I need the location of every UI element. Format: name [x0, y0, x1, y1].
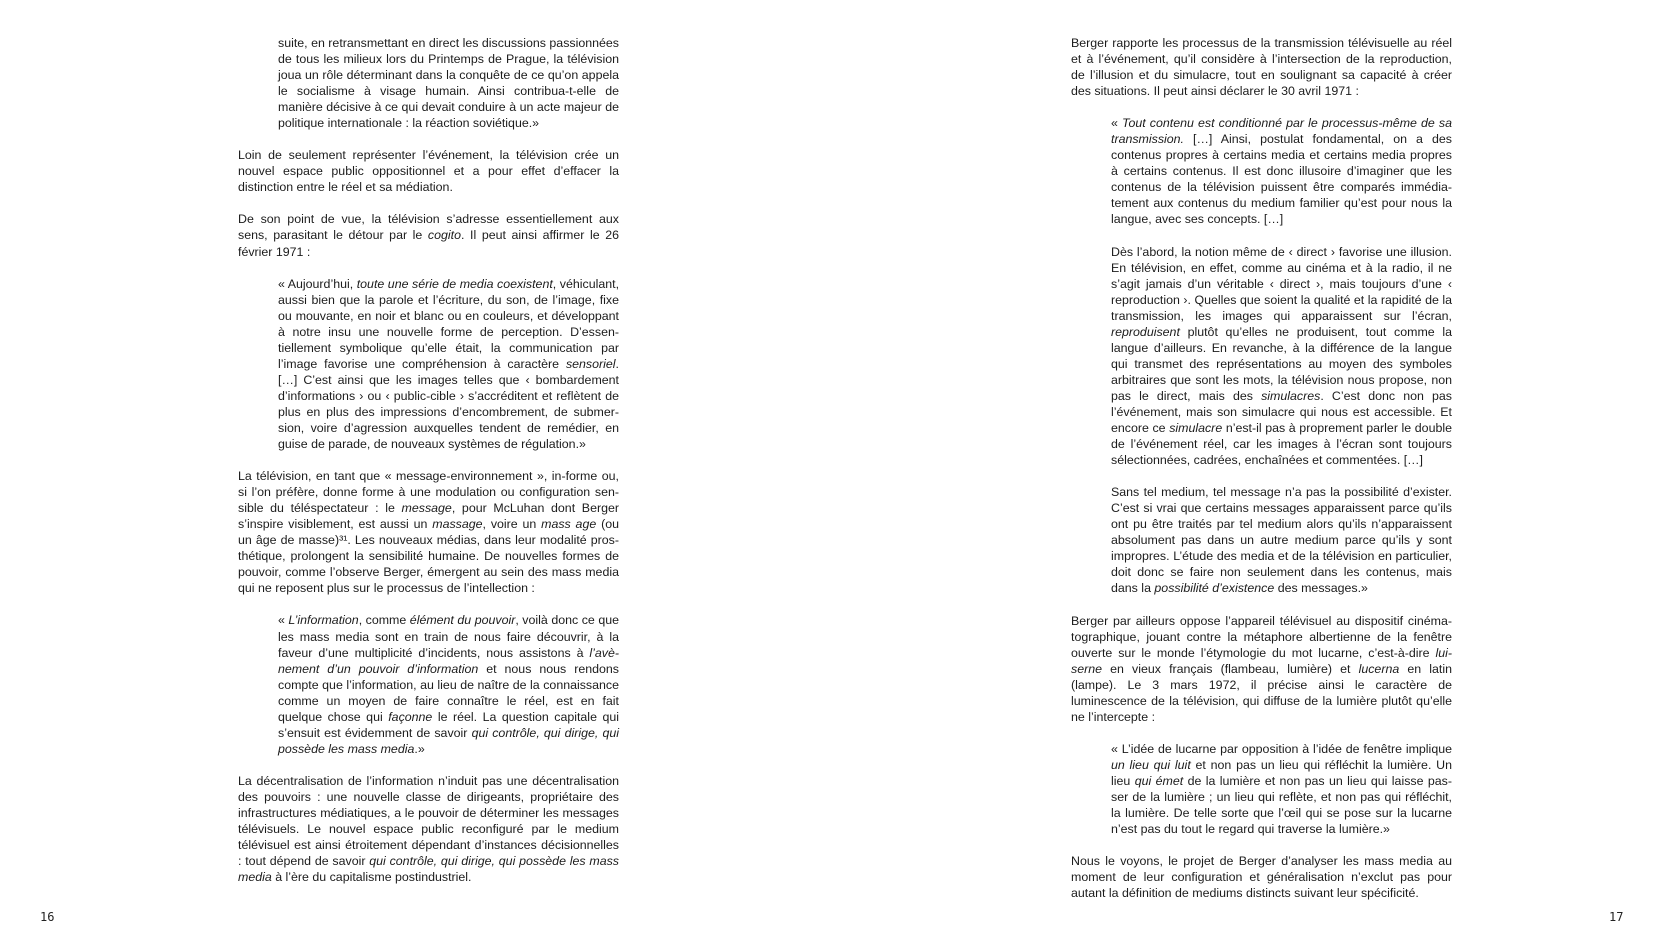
- text-run: «: [1111, 116, 1123, 131]
- text-run: «: [278, 613, 289, 628]
- text-run: De son point de vue, la télévision s’adresse essentiellement aux sens, parasitant le détour par le: [238, 212, 619, 243]
- text-run: . C’est donc non pas l’événement, mais son simulacre qui nous est accessible. Et encore ce: [1111, 388, 1452, 436]
- text-run: et non pas un lieu qui réfléchit la lumière. Un lieu: [1111, 757, 1452, 788]
- text-run: plutôt qu’elles ne produisent, tout comme la langue d’ailleurs. En revanche, à la différence de la langue qui transmet des représentations au moyen des symboles arbitraires que sont les mots, la télévision nous propose, non pas le direct, mais des: [1111, 324, 1452, 403]
- italic-run: luiserne: [1071, 645, 1452, 676]
- italic-run: massage: [432, 517, 483, 532]
- italic-run: Tout contenu est conditionné par le processus-même de sa transmission.: [1111, 116, 1452, 147]
- text-run: Dès l’abord, la notion même de ‹ direct › favorise une illusion. En télévision, en effet, comme au cinéma et à la radio, il ne s’agit jamais d’un véritable ‹ direct ›, mais toujours d’une ‹ reproduction ›. Quelles que soient la qualité et la rapidité de la transmission, les images qui apparaissent sur l’écran,: [1111, 244, 1452, 323]
- block-quote: [1111, 484, 1452, 596]
- block-quote: [1111, 244, 1452, 469]
- italic-run: l’avènement d’un pouvoir d’information: [278, 645, 619, 676]
- italic-run: cogito: [427, 228, 461, 243]
- italic-run: qui contrôle, qui dirige, qui possède les mass media: [278, 725, 619, 756]
- page-number-left: 16: [40, 910, 55, 924]
- text-run: La télévision, en tant que « message-environnement », in-forme ou, si l’on préfère, donne forme à une modulation ou configuration sensible du téléspectateur : le: [238, 469, 619, 516]
- text-run: , voilà donc ce que les mass media sont en train de nous faire découvrir, à la faveur d’une multiplicité d’incidents, nous assistons à: [278, 613, 619, 660]
- body-paragraph: [1071, 613, 1452, 725]
- italic-run: message: [401, 501, 452, 516]
- left-page-text: [238, 35, 619, 885]
- italic-run: simulacres: [1261, 388, 1321, 403]
- block-quote: [278, 276, 619, 453]
- italic-run: qui contrôle, qui dirige, qui possède les mass media: [238, 854, 619, 885]
- italic-run: toute une série de media coexistent: [356, 276, 553, 291]
- text-run: Berger rapporte les processus de la transmission télévisuelle au réel et à l’événement, qu’il considère à l’intersection de la reproduction, de l’illusion et du simulacre, tout en soulignant sa capacité à créer des situations. Il peut ainsi déclarer le 30 avril 1971 :: [1071, 36, 1452, 99]
- text-run: .»: [414, 741, 425, 756]
- text-run: […] Ainsi, postulat fondamental, on a des contenus propres à certains media et certains media propres à certains contenus. Il est donc illusoire d’imaginer que les contenus de la télévision puissent être comparés immédiatement aux contenus du medium familier qu’est pour nous la langue, avec ses concepts. […]: [1111, 132, 1452, 227]
- text-run: en latin (lampe). Le 3 mars 1972, il précise ainsi le caractère de luminescence de la télévision, qui diffuse de la lumière plutôt qu’elle ne l’intercepte :: [1071, 661, 1452, 724]
- text-run: à l’ère du capitalisme postindustriel.: [271, 870, 472, 885]
- text-run: , comme: [358, 613, 410, 628]
- text-run: n’est-il pas à proprement parler le double de l’événement réel, car les images à l’écran sont toujours sélectionnées, cadrées, enchaînées et commentées. […]: [1111, 421, 1453, 468]
- italic-run: simulacre: [1169, 421, 1223, 436]
- text-run: , pour McLuhan dont Berger s’inspire visiblement, est aussi un: [238, 501, 619, 532]
- block-quote: [278, 612, 619, 756]
- page-number-right: 17: [1609, 910, 1624, 924]
- block-quote: [278, 35, 619, 131]
- italic-run: mass age: [541, 517, 597, 532]
- right-page-text: [1071, 35, 1452, 901]
- text-run: Nous le voyons, le projet de Berger d’analyser les mass media au moment de leur configuration et généralisation n’exclut pas pour autant la définition de mediums distincts suivant leur spécificité.: [1071, 854, 1452, 901]
- text-run: Berger par ailleurs oppose l’appareil télévisuel au dispositif cinématographique, jouant contre la métaphore albertienne de la fenêtre ouverte sur le monde l’étymologie du mot lucarne, c’est-à-dire: [1071, 613, 1452, 660]
- italic-run: élément du pouvoir: [409, 613, 516, 628]
- body-paragraph: [1071, 35, 1452, 99]
- text-run: et nous nous rendons compte que l’information, au lieu de naître de la connaissance comme un moyen de faire connaître le réel, est en fait quelque chose qui: [278, 661, 619, 724]
- block-quote: [1111, 741, 1452, 837]
- italic-run: possibilité d’existence: [1154, 581, 1275, 596]
- italic-run: sensoriel: [565, 356, 616, 371]
- body-paragraph: [1071, 853, 1452, 901]
- text-run: , voire un: [482, 517, 542, 532]
- text-run: le réel. La question capitale qui s’ensuit est évidemment de savoir: [278, 709, 619, 740]
- text-run: . […] C’est ainsi que les images telles que ‹ bombardement d’informations › ou ‹ public-cible › s’accréditent et reflètent de plus en plus des impressions d’encombrement, de submersion, voire d’agression auxquelles tendent de remédier, en guise de parade, de nouveaux systèmes de régulation.»: [278, 356, 619, 452]
- text-run: des messages.»: [1274, 581, 1368, 596]
- italic-run: reproduisent: [1111, 324, 1180, 339]
- text-run: Sans tel medium, tel message n’a pas la possibilité d’exister. C’est si vrai que certains messages apparaissent parce qu’ils ont pu être traités par tel medium alors qu’ils n’apparaissent absolument pas dans un autre medium parce qu’ils y sont impropres. L’étude des media et de la télévision en particulier, doit donc se faire non seulement dans les contenus, mais dans la: [1111, 485, 1452, 596]
- text-run: . Il peut ainsi affirmer le 26 février 1971 :: [238, 228, 619, 259]
- text-run: , véhiculant, aussi bien que la parole et l’écriture, du son, de l’image, fixe ou mouvante, en noir et blanc ou en couleurs, et développant à notre insu une nouvelle forme de perception. D’essentiellement symbolique qu’elle était, la communication par l’image favorise une compréhension à caractère: [278, 276, 620, 371]
- text-run: suite, en retransmettant en direct les discussions passionnées de tous les milieux lors du Printemps de Prague, la télévision joua un rôle déterminant dans la conquête de ce qu’on appela le socialisme à visage humain. Ainsi contribua-t-elle de manière décisive à ce qui devait conduire à un acte majeur de politique internationale : la réaction soviétique.»: [278, 36, 619, 131]
- text-run: de la lumière et non pas un lieu qui laisse passer de la lumière ; un lieu qui reflète, et non pas qui réfléchit, la lumière. De telle sorte que l’œil qui se pose sur la lucarne n’est pas du tout le regard qui traverse la lumière.»: [1111, 773, 1452, 837]
- body-paragraph: [238, 211, 619, 259]
- text-run: en vieux français (flambeau, lumière) et: [1102, 661, 1359, 676]
- text-run: « Aujourd’hui,: [278, 276, 357, 291]
- italic-run: lucerna: [1358, 661, 1400, 676]
- italic-run: L’information: [288, 613, 359, 628]
- text-run: Loin de seulement représenter l’événement, la télévision crée un nouvel espace public oppositionnel et a pour effet d’effacer la distinction entre le réel et sa médiation.: [238, 148, 619, 195]
- body-paragraph: [238, 147, 619, 195]
- body-paragraph: [238, 468, 619, 596]
- italic-run: façonne: [388, 709, 433, 724]
- text-run: (ou un âge de masse)³¹. Les nouveaux médias, dans leur modalité prosthétique, prolongent la sensibilité humaine. De nouvelles formes de pouvoir, comme l’observe Berger, émergent au sein des mass media qui ne reposent plus sur le processus de l’intellection :: [238, 517, 619, 596]
- body-paragraph: [238, 773, 619, 885]
- italic-run: qui émet: [1134, 773, 1184, 788]
- italic-run: un lieu qui luit: [1111, 757, 1191, 772]
- block-quote: [1111, 115, 1452, 227]
- text-run: « L’idée de lucarne par opposition à l’idée de fenêtre implique: [1111, 741, 1452, 756]
- text-run: La décentralisation de l’information n’induit pas une décentralisation des pouvoirs : une nouvelle classe de dirigeants, propriétaire des infrastructures médiatiques, a le pouvoir de déterminer les messages télévisuels. Le nouvel espace public reconfiguré par le medium télévisuel est ainsi étroitement dépendant d’instances décisionnelles : tout dépend de savoir: [238, 773, 619, 869]
